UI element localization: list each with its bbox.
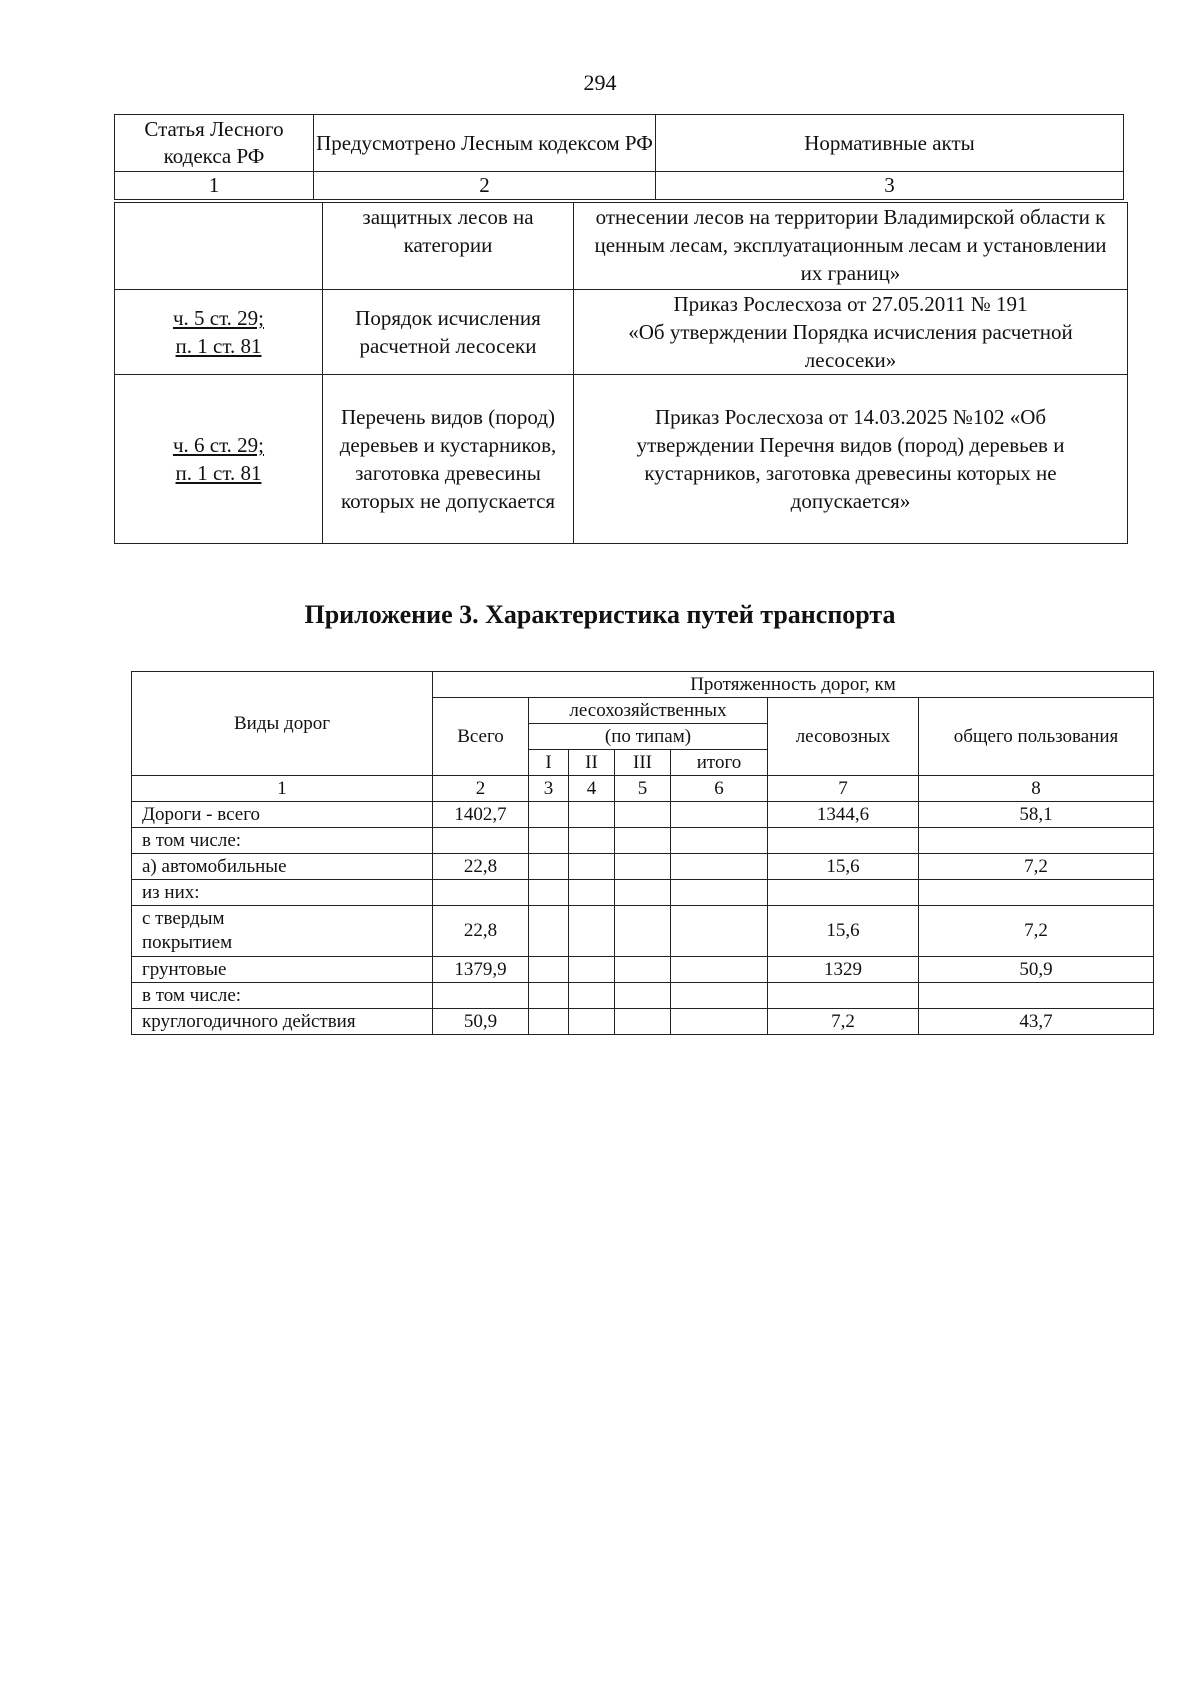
- total-cell: 22,8: [433, 906, 529, 957]
- column-number: 1: [132, 776, 433, 802]
- road-type-cell: Дороги - всего: [132, 802, 433, 828]
- logging-cell: [768, 983, 919, 1009]
- column-number-row: [115, 172, 1124, 200]
- act-cell: отнесении лесов на территории Владимирской области к ценным лесам, эксплуатационным лесам и установлении их границ»: [574, 203, 1128, 290]
- total-cell: 22,8: [433, 854, 529, 880]
- column-number-row: [132, 776, 1154, 802]
- column-number: 5: [615, 776, 671, 802]
- page-number: 294: [583, 70, 617, 95]
- logging-cell: 15,6: [768, 906, 919, 957]
- transport-routes-table: [131, 671, 1154, 1035]
- column-header-forestry-by-type: (по типам): [529, 724, 768, 750]
- total-cell: [433, 828, 529, 854]
- road-type-line: с твердым: [142, 908, 225, 929]
- total-cell: [433, 880, 529, 906]
- article-cell: [115, 203, 323, 290]
- column-header-type-3: III: [615, 750, 671, 776]
- logging-cell: [768, 880, 919, 906]
- public-cell: [919, 880, 1154, 906]
- legal-acts-table-body: [114, 202, 1128, 544]
- column-number: 3: [529, 776, 569, 802]
- column-number: 8: [919, 776, 1154, 802]
- table-row: [132, 957, 1154, 983]
- table-row: [132, 854, 1154, 880]
- article-cell: [115, 375, 323, 544]
- act-line: «Об утверждении Порядка исчисления расчетной лесосеки»: [628, 320, 1073, 372]
- table-row: [115, 375, 1128, 544]
- article-link[interactable]: ч. 6 ст. 29;: [172, 433, 265, 457]
- public-cell: 43,7: [919, 1009, 1154, 1035]
- table-header-row: [115, 115, 1124, 172]
- public-cell: 7,2: [919, 906, 1154, 957]
- road-type-cell: круглогодичного действия: [132, 1009, 433, 1035]
- table-header-row: [132, 672, 1154, 698]
- road-type-cell: в том числе:: [132, 828, 433, 854]
- article-cell: [115, 290, 323, 375]
- table-row: [132, 880, 1154, 906]
- logging-cell: 1344,6: [768, 802, 919, 828]
- provision-cell: защитных лесов на категории: [323, 203, 574, 290]
- column-number: 2: [433, 776, 529, 802]
- provision-cell: Порядок исчисления расчетной лесосеки: [323, 290, 574, 375]
- public-cell: 7,2: [919, 854, 1154, 880]
- column-header-type-2: II: [569, 750, 615, 776]
- logging-cell: 1329: [768, 957, 919, 983]
- column-number: 3: [656, 172, 1124, 200]
- column-header-road-types: Виды дорог: [132, 672, 433, 776]
- logging-cell: 15,6: [768, 854, 919, 880]
- column-header-acts: Нормативные акты: [656, 115, 1124, 172]
- public-cell: 50,9: [919, 957, 1154, 983]
- column-number: 2: [314, 172, 656, 200]
- act-cell: [574, 290, 1128, 375]
- table-row: [132, 906, 1154, 957]
- legal-acts-table-header: [114, 114, 1124, 200]
- table-row: [115, 290, 1128, 375]
- table-row: [115, 203, 1128, 290]
- column-header-provision: Предусмотрено Лесным кодексом РФ: [314, 115, 656, 172]
- column-header-article: Статья Лесного кодекса РФ: [115, 115, 314, 172]
- logging-cell: 7,2: [768, 1009, 919, 1035]
- public-cell: [919, 828, 1154, 854]
- column-number: 4: [569, 776, 615, 802]
- column-header-forestry: лесохозяйственных: [529, 698, 768, 724]
- road-type-cell: грунтовые: [132, 957, 433, 983]
- table-row: [132, 802, 1154, 828]
- provision-cell: Перечень видов (пород) деревьев и кустарников, заготовка древесины которых не допускается: [323, 375, 574, 544]
- table-row: [132, 983, 1154, 1009]
- road-type-cell: [132, 906, 433, 957]
- road-type-cell: из них:: [132, 880, 433, 906]
- column-number: 7: [768, 776, 919, 802]
- table-row: [132, 1009, 1154, 1035]
- column-number: 1: [115, 172, 314, 200]
- appendix-title: Приложение 3. Характеристика путей транспорта: [304, 600, 896, 629]
- public-cell: 58,1: [919, 802, 1154, 828]
- total-cell: 1402,7: [433, 802, 529, 828]
- column-header-logging: лесовозных: [768, 698, 919, 776]
- table-row: [132, 828, 1154, 854]
- column-header-type-1: I: [529, 750, 569, 776]
- public-cell: [919, 983, 1154, 1009]
- road-type-cell: а) автомобильные: [132, 854, 433, 880]
- column-header-road-length: Протяженность дорог, км: [433, 672, 1154, 698]
- article-link[interactable]: п. 1 ст. 81: [175, 461, 262, 485]
- article-link[interactable]: ч. 5 ст. 29;: [172, 306, 265, 330]
- column-header-subtotal: итого: [671, 750, 768, 776]
- total-cell: 1379,9: [433, 957, 529, 983]
- total-cell: [433, 983, 529, 1009]
- column-number: 6: [671, 776, 768, 802]
- total-cell: 50,9: [433, 1009, 529, 1035]
- act-cell: Приказ Рослесхоза от 14.03.2025 №102 «Об утверждении Перечня видов (пород) деревьев и кустарников, заготовка древесины которых не допускается»: [574, 375, 1128, 544]
- column-header-public: общего пользования: [919, 698, 1154, 776]
- column-header-total: Всего: [433, 698, 529, 776]
- logging-cell: [768, 828, 919, 854]
- article-link[interactable]: п. 1 ст. 81: [175, 334, 262, 358]
- road-type-line: покрытием: [142, 932, 233, 953]
- act-line: Приказ Рослесхоза от 27.05.2011 № 191: [673, 292, 1028, 316]
- road-type-cell: в том числе:: [132, 983, 433, 1009]
